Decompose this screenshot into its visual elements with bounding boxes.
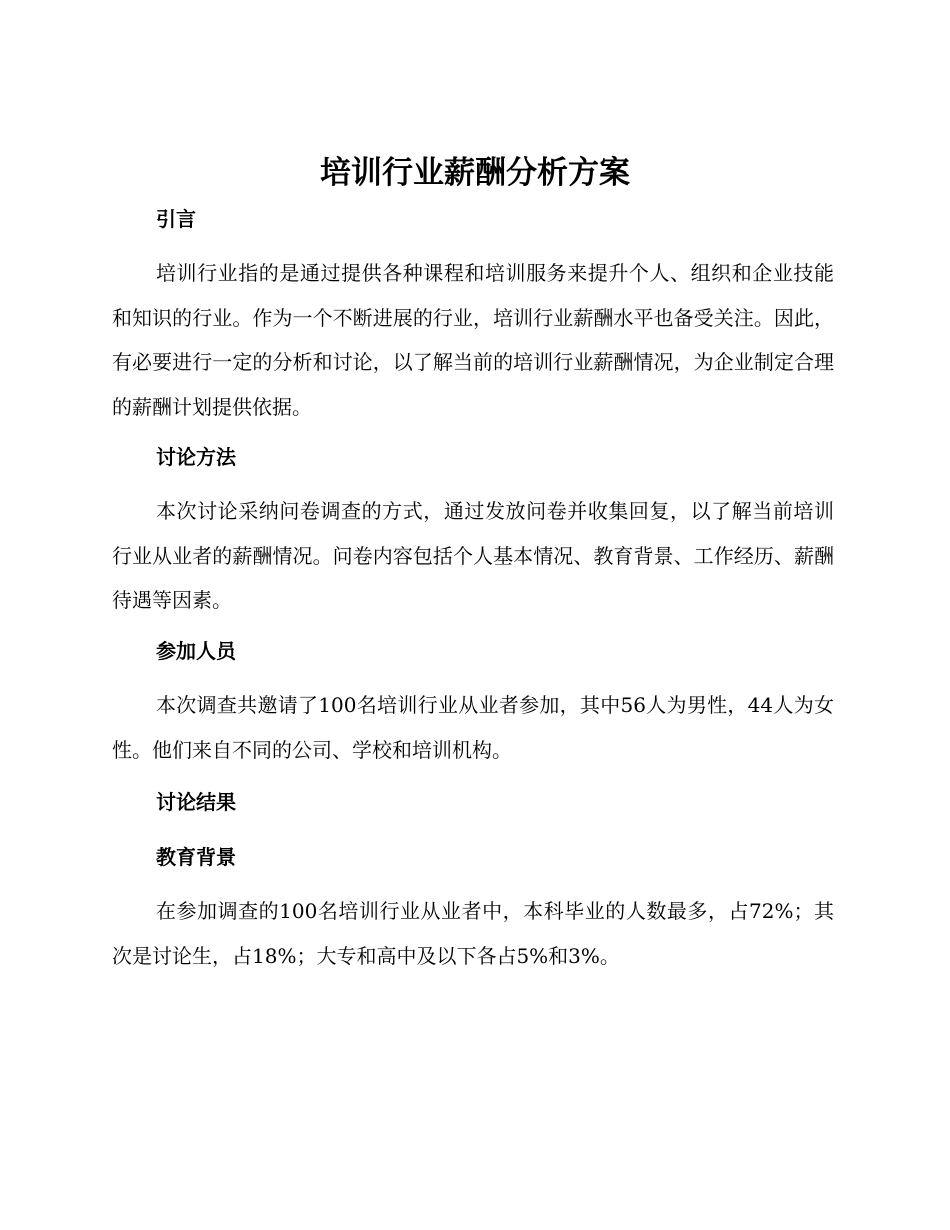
- section-heading-education: 教育背景: [156, 845, 236, 869]
- section-body-method: 本次讨论采纳问卷调查的方式，通过发放问卷并收集回复，以了解当前培训行业从业者的薪酬情况。问卷内容包括个人基本情况、教育背景、工作经历、薪酬待遇等因素。: [112, 499, 834, 612]
- section-heading-intro: 引言: [156, 207, 196, 231]
- section-heading-method: 讨论方法: [156, 445, 236, 469]
- section-body-participants: 本次调查共邀请了100名培训行业从业者参加，其中56人为男性，44人为女性。他们来自不同的公司、学校和培训机构。: [112, 693, 834, 762]
- section-body-intro: 培训行业指的是通过提供各种课程和培训服务来提升个人、组织和企业技能和知识的行业。作为一个不断进展的行业，培训行业薪酬水平也备受关注。因此，有必要进行一定的分析和讨论，以了解当前的培训行业薪酬情况，为企业制定合理的薪酬计划提供依据。: [112, 261, 834, 419]
- section-body-education: 在参加调查的100名培训行业从业者中，本科毕业的人数最多，占72%；其次是讨论生，占18%；大专和高中及以下各占5%和3%。: [112, 899, 834, 968]
- section-heading-participants: 参加人员: [156, 639, 236, 663]
- document-title: 培训行业薪酬分析方案: [320, 155, 630, 191]
- section-heading-results: 讨论结果: [156, 790, 236, 814]
